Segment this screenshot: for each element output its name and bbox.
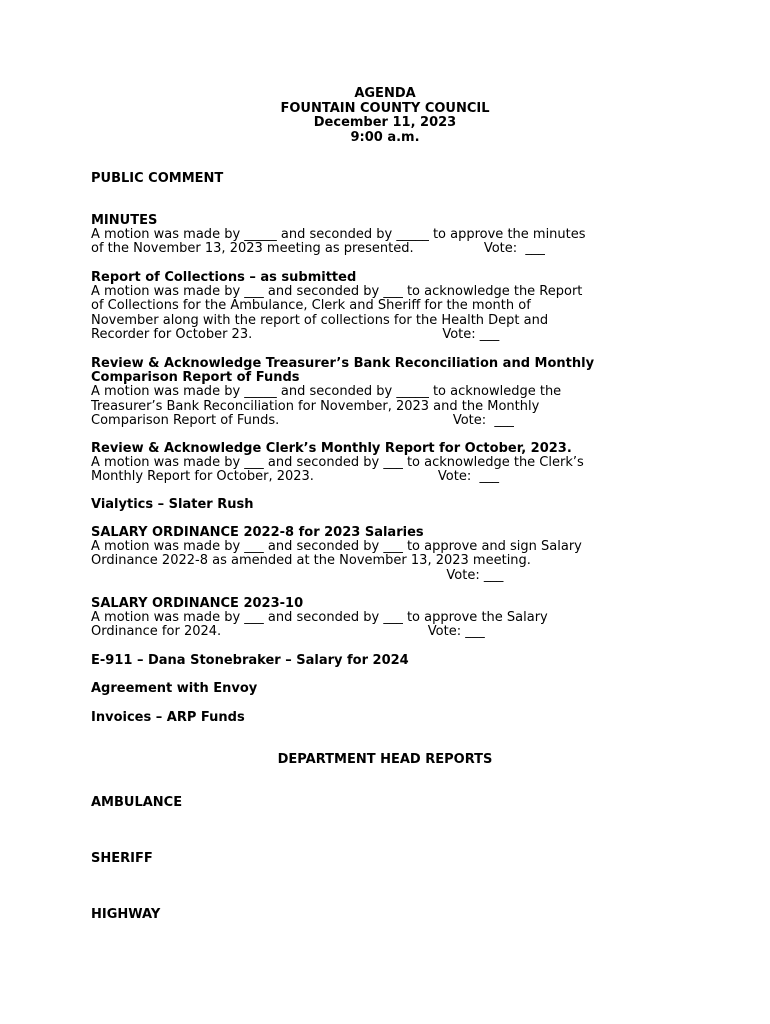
collections-line: Recorder for October 23. Vote: ___ bbox=[91, 326, 500, 342]
agenda-header bbox=[0, 87, 770, 145]
clerk-heading: Review & Acknowledge Clerk’s Monthly Report for October, 2023. bbox=[91, 441, 572, 456]
salary-2023-line: Ordinance for 2024. Vote: ___ bbox=[91, 624, 485, 640]
salary-2022-heading: SALARY ORDINANCE 2022-8 for 2023 Salaries bbox=[91, 525, 424, 540]
collections-heading: Report of Collections – as submitted bbox=[91, 270, 357, 285]
minutes-line: A motion was made by _____ and seconded by _____ to approve the minutes bbox=[91, 227, 586, 243]
invoices-heading: Invoices – ARP Funds bbox=[91, 710, 245, 725]
clerk-line: Monthly Report for October, 2023. Vote: ___ bbox=[91, 469, 499, 485]
collections-line: A motion was made by ___ and seconded by ___ to acknowledge the Report bbox=[91, 284, 583, 300]
header-council: FOUNTAIN COUNTY COUNCIL bbox=[280, 100, 490, 116]
envoy-heading: Agreement with Envoy bbox=[91, 681, 258, 696]
treasurer-line: Comparison Report of Funds. Vote: ___ bbox=[91, 412, 514, 428]
salary-2023-heading: SALARY ORDINANCE 2023-10 bbox=[91, 596, 304, 611]
public-comment-heading: PUBLIC COMMENT bbox=[91, 171, 224, 186]
salary-2023-line: A motion was made by ___ and seconded by ___ to approve the Salary bbox=[91, 610, 548, 626]
highway-heading: HIGHWAY bbox=[91, 907, 161, 922]
salary-2023-section bbox=[91, 597, 691, 640]
treasurer-heading: Review & Acknowledge Treasurer’s Bank Reconciliation and Monthly bbox=[91, 356, 595, 371]
collections-section bbox=[91, 271, 691, 342]
collections-line: November along with the report of collections for the Health Dept and bbox=[91, 312, 549, 328]
clerk-section bbox=[91, 442, 691, 485]
minutes-section bbox=[91, 214, 691, 257]
e911-heading: E-911 – Dana Stonebraker – Salary for 2024 bbox=[91, 653, 409, 668]
sheriff-heading: SHERIFF bbox=[91, 851, 153, 866]
dept-reports-heading: DEPARTMENT HEAD REPORTS bbox=[277, 752, 493, 767]
minutes-heading: MINUTES bbox=[91, 213, 158, 228]
treasurer-line: Treasurer’s Bank Reconciliation for November, 2023 and the Monthly bbox=[91, 398, 540, 414]
minutes-line: of the November 13, 2023 meeting as presented. Vote: ___ bbox=[91, 241, 545, 257]
header-time: 9:00 a.m. bbox=[350, 129, 420, 145]
treasurer-section bbox=[91, 357, 691, 428]
clerk-line: A motion was made by ___ and seconded by ___ to acknowledge the Clerk’s bbox=[91, 455, 584, 471]
header-title: AGENDA bbox=[354, 86, 416, 101]
header-date: December 11, 2023 bbox=[313, 115, 457, 130]
vialytics-heading: Vialytics – Slater Rush bbox=[91, 497, 254, 512]
ambulance-heading: AMBULANCE bbox=[91, 795, 183, 810]
treasurer-line: A motion was made by _____ and seconded by _____ to acknowledge the bbox=[91, 384, 562, 400]
salary-2022-line: Vote: ___ bbox=[91, 567, 504, 583]
collections-line: of Collections for the Ambulance, Clerk and Sheriff for the month of bbox=[91, 298, 531, 314]
salary-2022-line: Ordinance 2022-8 as amended at the November 13, 2023 meeting. bbox=[91, 553, 531, 569]
treasurer-heading-cont: Comparison Report of Funds bbox=[91, 370, 300, 386]
salary-2022-line: A motion was made by ___ and seconded by ___ to approve and sign Salary bbox=[91, 539, 582, 555]
salary-2022-section bbox=[91, 526, 691, 583]
